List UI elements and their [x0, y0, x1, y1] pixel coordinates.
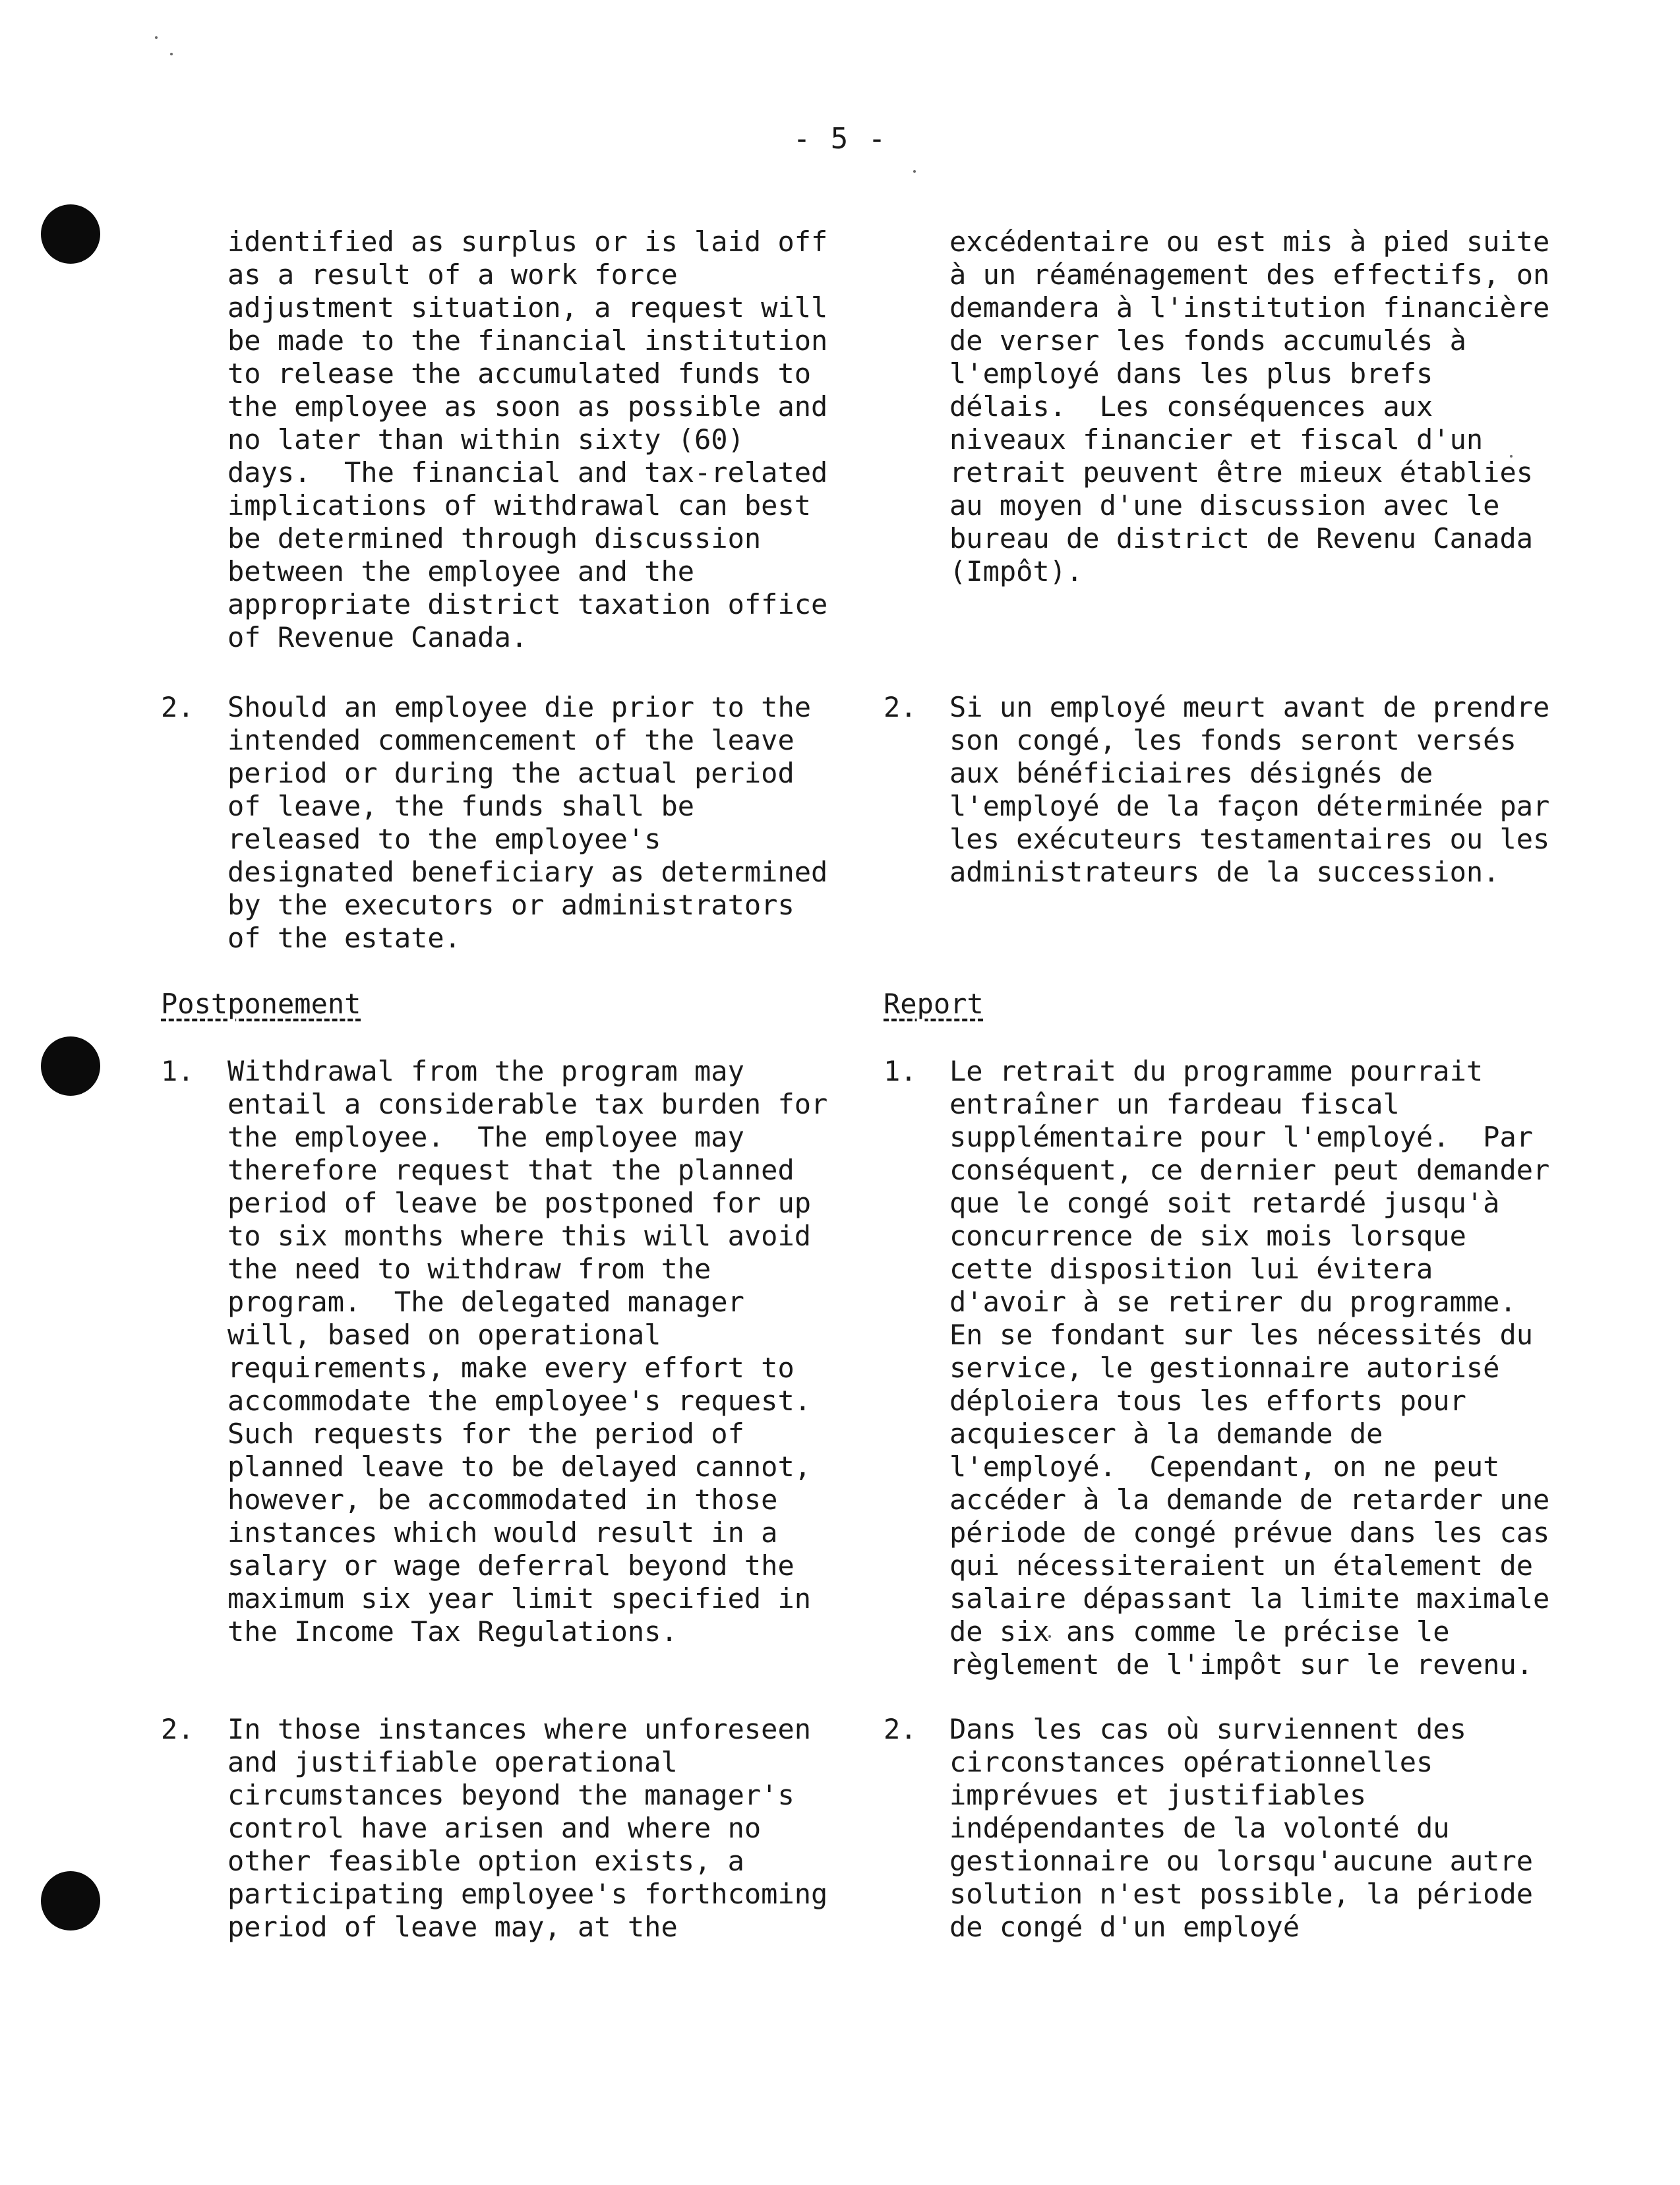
- french-report-item-1-text: Le retrait du programme pourrait entraîner un fardeau fiscal supplémentaire pour l'employé. Par conséquent, ce dernier peut demander que le congé soit retardé jusqu'à concurrence de six mois lorsque cette disposition lui évitera d'avoir à se retirer du programme. En se fondant sur les nécessités du service, le gestionnaire autorisé déploiera tous les efforts pour acquiescer à la demande de l'employé. Cependant, on ne peut accéder à la demande de retarder une période de congé prévue dans les cas qui nécessiteraient un étalement de salaire dépassant la limite maximale de six ans comme le précise le règlement de l'impôt sur le revenu.: [949, 1055, 1550, 1681]
- english-postponement-item-2-number: 2.: [161, 1713, 195, 1745]
- scan-speck: [170, 53, 173, 55]
- punch-hole-top: [41, 204, 100, 264]
- french-report-item-1-number: 1.: [884, 1055, 917, 1087]
- french-item-2-number: 2.: [884, 691, 917, 723]
- english-postponement-item-1-text: Withdrawal from the program may entail a considerable tax burden for the employee. The employee may therefore request that the planned period of leave be postponed for up to six months where this will avoid the need to withdraw from the program. The delegated manager will, based on operational requirements, make every effort to accommodate the employee's request. Such requests for the period of planned leave to be delayed cannot, however, be accommodated in those instances which would result in a salary or wage deferral beyond the maximum six year limit specified in the Income Tax Regulations.: [227, 1055, 828, 1648]
- punch-hole-bottom: [41, 1871, 100, 1931]
- punch-hole-middle: [41, 1036, 100, 1096]
- french-section-heading-report: Report: [884, 988, 984, 1020]
- english-item-2-number: 2.: [161, 691, 195, 723]
- scan-speck: [913, 170, 916, 173]
- french-continuation-paragraph: excédentaire ou est mis à pied suite à un réaménagement des effectifs, on demandera à l'institution financière de verser les fonds accumulés à l'employé dans les plus brefs délais. Les conséquences aux niveaux financier et fiscal d'un retrait peuvent être mieux établies au moyen d'une discussion avec le bureau de district de Revenu Canada (Impôt).: [949, 225, 1550, 587]
- english-postponement-item-1-number: 1.: [161, 1055, 195, 1087]
- french-item-2-text: Si un employé meurt avant de prendre son congé, les fonds seront versés aux bénéficiaires désignés de l'employé de la façon déterminée par les exécuteurs testamentaires ou les administrateurs de la succession.: [949, 691, 1550, 888]
- page-number: - 5 -: [793, 122, 887, 156]
- french-report-item-2-text: Dans les cas où surviennent des circonstances opérationnelles imprévues et justifiables indépendantes de la volonté du gestionnaire ou lorsqu'aucune autre solution n'est possible, la période de congé d'un employé: [949, 1713, 1534, 1943]
- english-section-heading-postponement: Postponement: [161, 988, 361, 1020]
- english-item-2-text: Should an employee die prior to the intended commencement of the leave period or during the actual period of leave, the funds shall be released to the employee's designated beneficiary as determined by the executors or administrators of the estate.: [227, 691, 828, 954]
- english-continuation-paragraph: identified as surplus or is laid off as a result of a work force adjustment situation, a request will be made to the financial institution to release the accumulated funds to the employee as soon as possible and no later than within sixty (60) days. The financial and tax-related implications of withdrawal can best be determined through discussion between the employee and the appropriate district taxation office of Revenue Canada.: [227, 225, 828, 653]
- english-postponement-item-2-text: In those instances where unforeseen and justifiable operational circumstances beyond the manager's control have arisen and where no other feasible option exists, a participating employee's forthcoming period of leave may, at the: [227, 1713, 828, 1943]
- french-report-item-2-number: 2.: [884, 1713, 917, 1745]
- scan-speck: [155, 36, 158, 39]
